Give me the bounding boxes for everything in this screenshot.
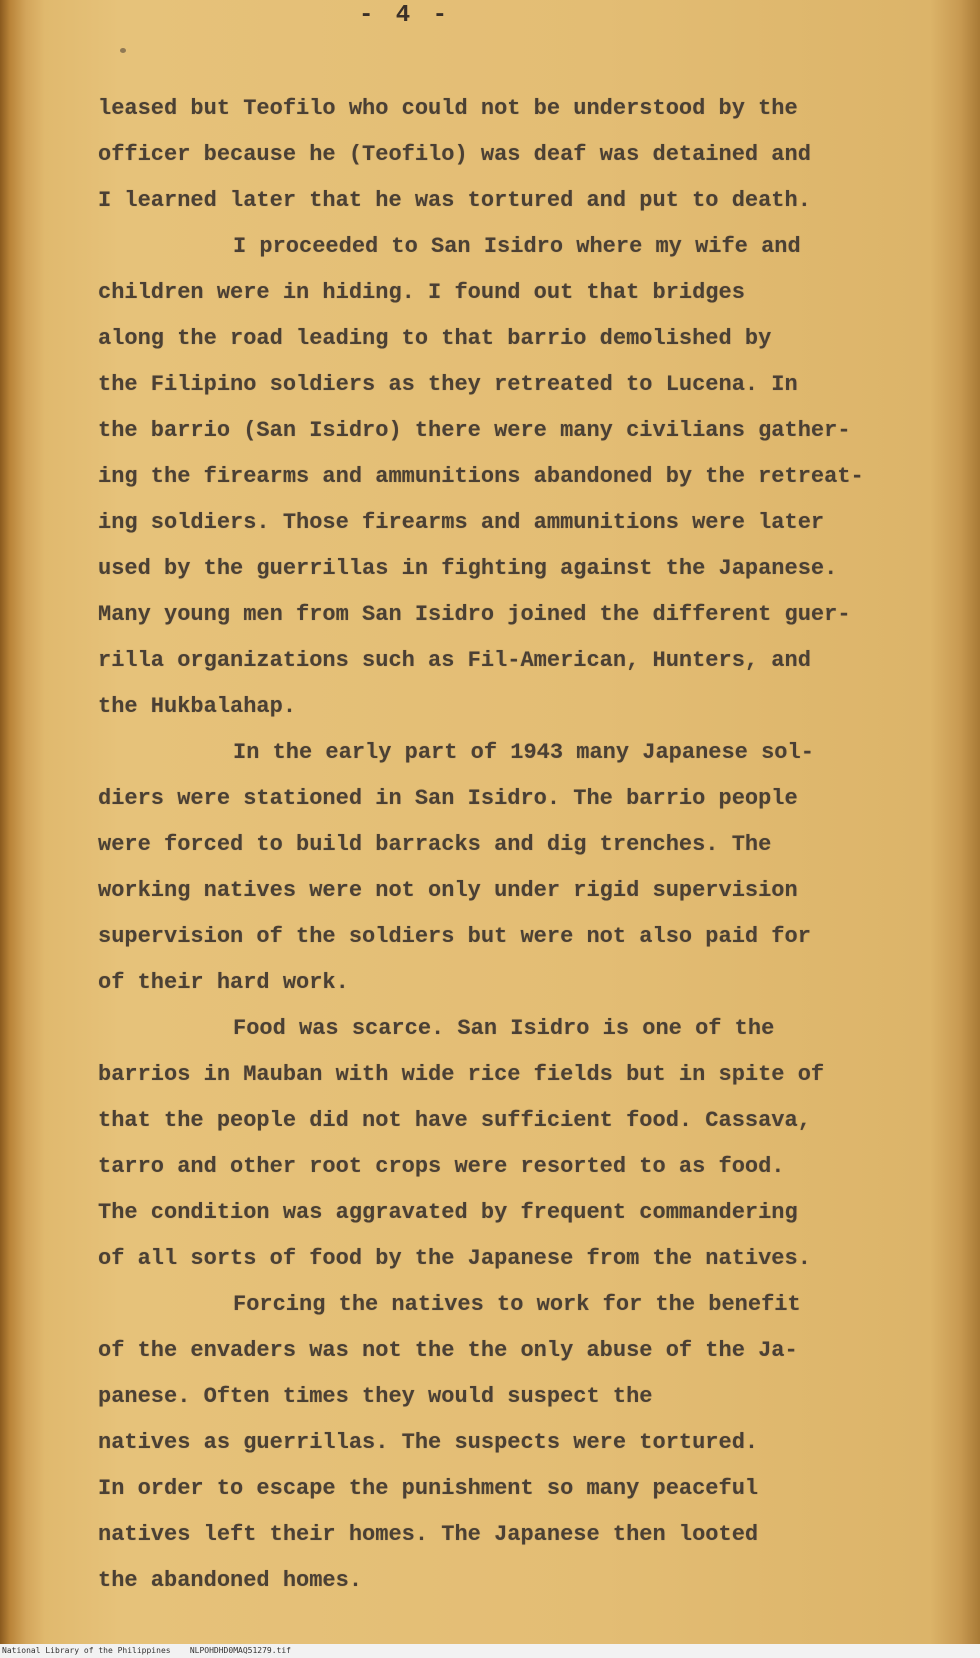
text-line: natives as guerrillas. The suspects were tortured. [98, 1430, 759, 1455]
text-line: Many young men from San Isidro joined the different guer- [98, 602, 851, 627]
text-line: along the road leading to that barrio demolished by [98, 326, 772, 351]
text-line: of their hard work. [98, 970, 349, 995]
text-line: children were in hiding. I found out that bridges [98, 280, 745, 305]
text-line: ing the firearms and ammunitions abandoned by the retreat- [98, 464, 864, 489]
text-line: panese. Often times they would suspect the [98, 1384, 653, 1409]
text-line: the barrio (San Isidro) there were many civilians gather- [98, 418, 851, 443]
text-line: Food was scarce. San Isidro is one of the [233, 1016, 775, 1041]
text-line: used by the guerrillas in fighting against the Japanese. [98, 556, 838, 581]
text-line: officer because he (Teofilo) was deaf was detained and [98, 142, 811, 167]
text-line: ing soldiers. Those firearms and ammunitions were later [98, 510, 825, 535]
text-line: The condition was aggravated by frequent commandering [98, 1200, 798, 1225]
text-line: of the envaders was not the the only abuse of the Ja- [98, 1338, 798, 1363]
text-line: of all sorts of food by the Japanese from the natives. [98, 1246, 811, 1271]
text-line: the Filipino soldiers as they retreated to Lucena. In [98, 372, 798, 397]
text-line: tarro and other root crops were resorted to as food. [98, 1154, 785, 1179]
text-line: In the early part of 1943 many Japanese sol- [233, 740, 814, 765]
archive-footer: National Library of the Philippines NLPOHDHD0MAQ51279.tif [0, 1644, 980, 1658]
text-line: were forced to build barracks and dig trenches. The [98, 832, 772, 857]
text-line: the Hukbalahap. [98, 694, 297, 719]
text-line: leased but Teofilo who could not be understood by the [98, 96, 798, 121]
ink-spot [120, 48, 126, 53]
text-line: natives left their homes. The Japanese then looted [98, 1522, 759, 1547]
body-text [98, 86, 898, 1604]
text-line: diers were stationed in San Isidro. The barrio people [98, 786, 798, 811]
page-number: - 4 - [358, 2, 451, 29]
text-line: In order to escape the punishment so many peaceful [98, 1476, 759, 1501]
text-line: rilla organizations such as Fil-American, Hunters, and [98, 648, 811, 673]
text-line: the abandoned homes. [98, 1568, 363, 1593]
text-line: barrios in Mauban with wide rice fields but in spite of [98, 1062, 825, 1087]
text-line: working natives were not only under rigid supervision [98, 878, 798, 903]
text-line: Forcing the natives to work for the benefit [233, 1292, 801, 1317]
text-line: I learned later that he was tortured and put to death. [98, 188, 811, 213]
text-line: that the people did not have sufficient food. Cassava, [98, 1108, 811, 1133]
text-line: I proceeded to San Isidro where my wife and [233, 234, 801, 259]
text-line: supervision of the soldiers but were not also paid for [98, 924, 811, 949]
